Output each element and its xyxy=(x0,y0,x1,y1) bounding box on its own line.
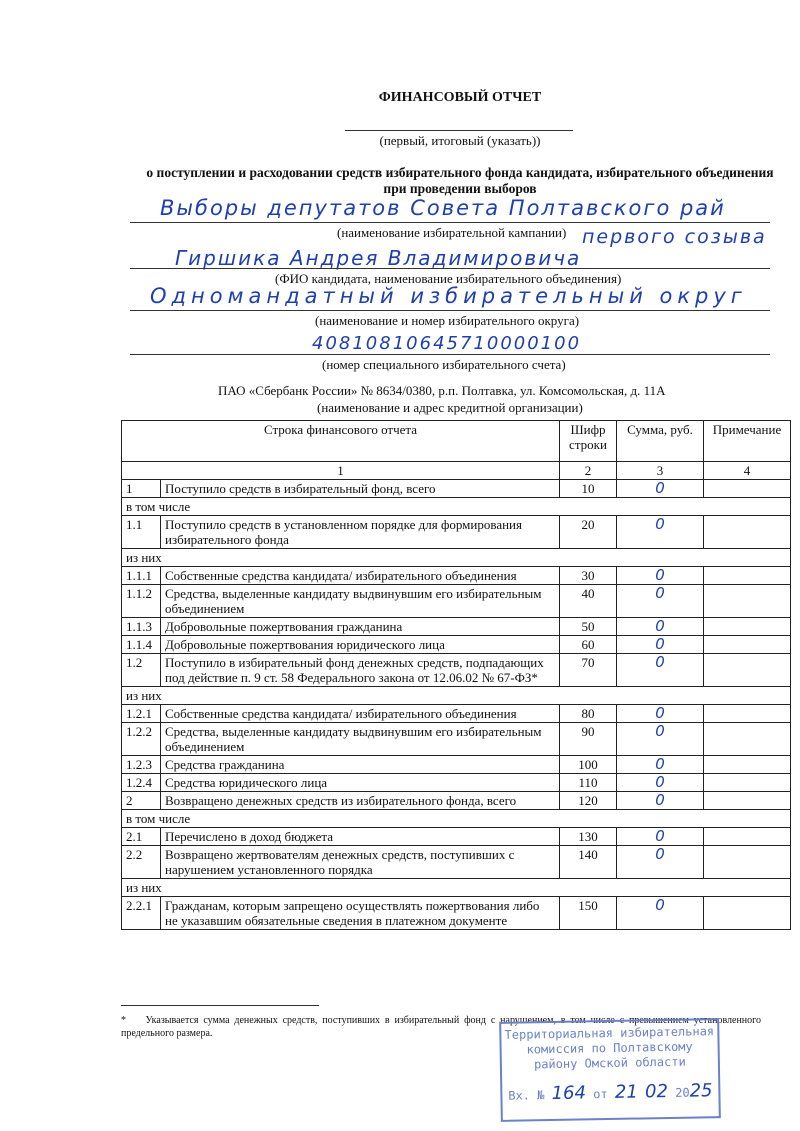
row-code: 1.2 xyxy=(122,654,161,687)
row-sum: 0 xyxy=(617,756,704,774)
row-code: 1.2.4 xyxy=(122,774,161,792)
stamp-year-prefix: 20 xyxy=(675,1085,690,1100)
table-row xyxy=(122,792,791,810)
row-text: Перечислено в доход бюджета xyxy=(161,828,560,846)
row-note xyxy=(704,585,791,618)
header-line: Строка финансового отчета xyxy=(122,421,560,462)
group-label: из них xyxy=(122,687,791,705)
campaign-value: Выборы депутатов Совета Полтавского рай xyxy=(160,196,726,220)
row-code: 1.2.1 xyxy=(122,705,161,723)
table-group-row xyxy=(122,498,791,516)
row-note xyxy=(704,654,791,687)
row-note xyxy=(704,897,791,930)
table-row xyxy=(122,585,791,618)
registration-stamp xyxy=(499,1018,721,1122)
header-sum: Сумма, руб. xyxy=(617,421,704,462)
row-text: Поступило средств в установленном порядке для формирования избирательного фонда xyxy=(161,516,560,549)
table-row xyxy=(122,846,791,879)
col-number-4: 4 xyxy=(704,462,791,480)
row-code: 2.2 xyxy=(122,846,161,879)
col-number-1: 1 xyxy=(122,462,560,480)
column-number-row xyxy=(122,462,791,480)
row-note xyxy=(704,792,791,810)
header-code: Шифр строки xyxy=(560,421,617,462)
row-note xyxy=(704,516,791,549)
stamp-month: 02 xyxy=(644,1080,669,1103)
row-sum: 0 xyxy=(617,585,704,618)
account-caption: (номер специального избирательного счета) xyxy=(322,357,566,372)
row-code: 1.1.1 xyxy=(122,567,161,585)
subtitle-line-2: при проведении выборов xyxy=(383,181,537,196)
row-line-number: 70 xyxy=(560,654,617,687)
table-group-row xyxy=(122,879,791,897)
account-line xyxy=(130,354,770,355)
district-line xyxy=(130,310,770,311)
row-line-number: 120 xyxy=(560,792,617,810)
table-row xyxy=(122,774,791,792)
row-code: 1.1.2 xyxy=(122,585,161,618)
document-title: ФИНАНСОВЫЙ ОТЧЕТ xyxy=(378,90,542,105)
row-sum: 0 xyxy=(617,705,704,723)
row-code: 2.2.1 xyxy=(122,897,161,930)
row-note xyxy=(704,480,791,498)
row-text: Добровольные пожертвования юридического лица xyxy=(161,636,560,654)
row-note xyxy=(704,567,791,585)
row-sum: 0 xyxy=(617,723,704,756)
stamp-line-3: району Омской области xyxy=(533,1054,686,1072)
row-note xyxy=(704,756,791,774)
candidate-line xyxy=(130,268,770,269)
footnote-rule xyxy=(121,1005,319,1006)
row-sum: 0 xyxy=(617,516,704,549)
header-note: Примечание xyxy=(704,421,791,462)
campaign-value-continuation: первого созыва xyxy=(582,226,767,248)
row-text: Поступило в избирательный фонд денежных средств, подпадающих под действие п. 9 ст. 58 Федерального закона от 12.06.02 № 67-ФЗ* xyxy=(161,654,560,687)
footnote-mark: * xyxy=(121,1015,126,1026)
table-row xyxy=(122,480,791,498)
row-line-number: 50 xyxy=(560,618,617,636)
district-caption: (наименование и номер избирательного округа) xyxy=(315,313,580,328)
row-text: Возвращено жертвователям денежных средств, поступивших с нарушением установленного порядка xyxy=(161,846,560,879)
bank-value: ПАО «Сбербанк России» № 8634/0380, р.п. Полтавка, ул. Комсомольская, д. 11А xyxy=(218,383,666,398)
row-text: Добровольные пожертвования гражданина xyxy=(161,618,560,636)
row-text: Гражданам, которым запрещено осуществлять пожертвования либо не указавшим обязательные сведения в платежном документе xyxy=(161,897,560,930)
row-sum: 0 xyxy=(617,897,704,930)
row-line-number: 40 xyxy=(560,585,617,618)
table-row xyxy=(122,897,791,930)
stamp-day: 21 xyxy=(614,1081,638,1103)
row-text: Средства гражданина xyxy=(161,756,560,774)
group-label: из них xyxy=(122,549,791,567)
table-group-row xyxy=(122,810,791,828)
candidate-caption: (ФИО кандидата, наименование избирательного объединения) xyxy=(275,271,622,286)
row-code: 1.1.3 xyxy=(122,618,161,636)
table-row xyxy=(122,567,791,585)
row-note xyxy=(704,828,791,846)
row-text: Возвращено денежных средств из избирательного фонда, всего xyxy=(161,792,560,810)
report-type-caption: (первый, итоговый (указать)) xyxy=(379,133,541,148)
stamp-line-2: комиссия по Полтавскому xyxy=(526,1039,693,1057)
table-row xyxy=(122,756,791,774)
group-label: в том числе xyxy=(122,498,791,516)
row-sum: 0 xyxy=(617,480,704,498)
campaign-caption: (наименование избирательной кампании) xyxy=(337,225,567,240)
row-line-number: 10 xyxy=(560,480,617,498)
row-note xyxy=(704,636,791,654)
row-code: 1.1 xyxy=(122,516,161,549)
candidate-value: Гиршика Андрея Владимировича xyxy=(175,246,582,270)
row-line-number: 90 xyxy=(560,723,617,756)
row-text: Собственные средства кандидата/ избирательного объединения xyxy=(161,567,560,585)
row-line-number: 140 xyxy=(560,846,617,879)
row-line-number: 80 xyxy=(560,705,617,723)
row-sum: 0 xyxy=(617,774,704,792)
row-sum: 0 xyxy=(617,828,704,846)
district-value: Одномандатный избирательный округ xyxy=(150,284,747,308)
row-code: 1 xyxy=(122,480,161,498)
row-text: Поступило средств в избирательный фонд, всего xyxy=(161,480,560,498)
row-note xyxy=(704,705,791,723)
row-line-number: 60 xyxy=(560,636,617,654)
subtitle-line-1: о поступлении и расходовании средств избирательного фонда кандидата, избирательного объединения xyxy=(146,165,774,180)
row-sum: 0 xyxy=(617,792,704,810)
row-text: Собственные средства кандидата/ избирательного объединения xyxy=(161,705,560,723)
bank-caption: (наименование и адрес кредитной организации) xyxy=(317,400,583,415)
table-row xyxy=(122,654,791,687)
col-number-2: 2 xyxy=(560,462,617,480)
row-text: Средства юридического лица xyxy=(161,774,560,792)
group-label: в том числе xyxy=(122,810,791,828)
row-line-number: 100 xyxy=(560,756,617,774)
stamp-registration-line xyxy=(502,1080,718,1105)
row-note xyxy=(704,618,791,636)
row-code: 1.2.2 xyxy=(122,723,161,756)
table-row xyxy=(122,828,791,846)
row-line-number: 30 xyxy=(560,567,617,585)
row-code: 2 xyxy=(122,792,161,810)
row-line-number: 150 xyxy=(560,897,617,930)
table-group-row xyxy=(122,687,791,705)
stamp-year-suffix: 25 xyxy=(689,1080,713,1102)
col-number-3: 3 xyxy=(617,462,704,480)
row-sum: 0 xyxy=(617,654,704,687)
row-note xyxy=(704,723,791,756)
row-code: 1.1.4 xyxy=(122,636,161,654)
stamp-from-label: от xyxy=(593,1087,608,1102)
row-code: 2.1 xyxy=(122,828,161,846)
row-line-number: 110 xyxy=(560,774,617,792)
table-row xyxy=(122,705,791,723)
table-row xyxy=(122,618,791,636)
group-label: из них xyxy=(122,879,791,897)
account-value: 40810810645710000100 xyxy=(312,333,582,354)
stamp-in-label: Вх. № xyxy=(508,1088,545,1103)
row-note xyxy=(704,774,791,792)
stamp-line-1: Территориальная избирательная xyxy=(504,1024,715,1042)
row-text: Средства, выделенные кандидату выдвинувшим его избирательным объединением xyxy=(161,585,560,618)
table-row xyxy=(122,516,791,549)
row-code: 1.2.3 xyxy=(122,756,161,774)
stamp-in-number: 164 xyxy=(551,1082,587,1105)
table-row xyxy=(122,723,791,756)
row-sum: 0 xyxy=(617,567,704,585)
row-sum: 0 xyxy=(617,846,704,879)
row-note xyxy=(704,846,791,879)
row-text: Средства, выделенные кандидату выдвинувшим его избирательным объединением xyxy=(161,723,560,756)
table-row xyxy=(122,636,791,654)
report-type-line xyxy=(345,130,573,131)
row-sum: 0 xyxy=(617,636,704,654)
row-line-number: 20 xyxy=(560,516,617,549)
table-header-row xyxy=(122,421,791,462)
campaign-line xyxy=(130,222,770,223)
row-sum: 0 xyxy=(617,618,704,636)
footnote-text: Указывается сумма денежных средств, поступивших в избирательный фонд с нарушением, в том числе с превышением установленного предельного размера. xyxy=(121,1015,762,1039)
financial-report-table xyxy=(121,420,791,930)
row-line-number: 130 xyxy=(560,828,617,846)
table-group-row xyxy=(122,549,791,567)
